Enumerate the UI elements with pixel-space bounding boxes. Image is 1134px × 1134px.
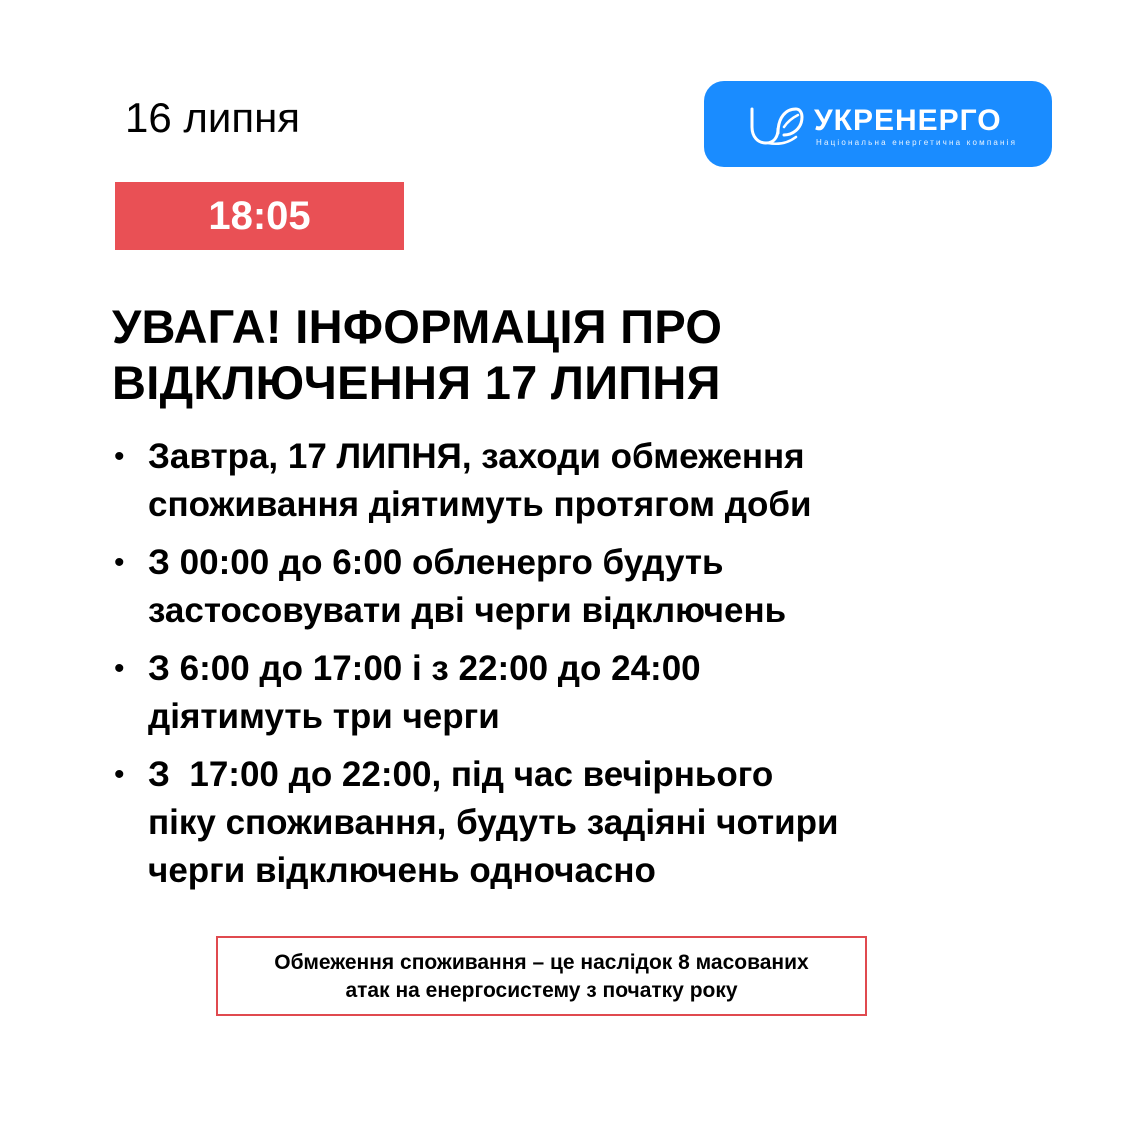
headline-line-2: ВІДКЛЮЧЕННЯ 17 ЛИПНЯ — [112, 356, 721, 409]
bullet-text-line: споживання діятимуть протягом доби — [148, 485, 812, 524]
bullet-text-line: З 00:00 до 6:00 обленерго будуть — [148, 543, 724, 582]
bullet-text-line: застосовувати дві черги відключень — [148, 591, 787, 630]
bullet-text-line: діятимуть три черги — [148, 697, 500, 736]
bullet-text-line: черги відключень одночасно — [148, 851, 656, 890]
footnote-line-2: атак на енергосистему з початку року — [345, 979, 738, 1002]
bullet-item — [112, 539, 1102, 635]
bullet-item — [112, 751, 1102, 895]
bullet-text-line: Завтра, 17 ЛИПНЯ, заходи обмеження — [148, 437, 805, 476]
bullet-dot-icon: • — [114, 440, 125, 473]
time-badge — [115, 182, 404, 250]
bullet-text-line: З 6:00 до 17:00 і з 22:00 до 24:00 — [148, 649, 701, 688]
bullet-dot-icon: • — [114, 652, 125, 685]
bullet-text-line: піку споживання, будуть задіяні чотири — [148, 803, 839, 842]
ukrenergo-emblem-icon — [748, 103, 806, 147]
bullet-dot-icon: • — [114, 758, 125, 791]
logo-subtitle: Національна енергетична компанія — [816, 138, 1018, 147]
bullet-item — [112, 433, 1102, 529]
ukrenergo-logo — [704, 81, 1052, 167]
time-label: 18:05 — [208, 194, 311, 238]
bullet-text-line: З 17:00 до 22:00, під час вечірнього — [148, 755, 774, 794]
headline — [112, 299, 1012, 411]
bullet-list — [112, 433, 1102, 905]
footnote-box — [216, 936, 867, 1016]
footnote-line-1: Обмеження споживання – це наслідок 8 масованих — [274, 951, 809, 974]
logo-name: УКРЕНЕРГО — [814, 104, 1002, 137]
date-label: 16 липня — [125, 94, 301, 141]
bullet-dot-icon: • — [114, 546, 125, 579]
headline-line-1: УВАГА! ІНФОРМАЦІЯ ПРО — [112, 300, 723, 353]
bullet-item — [112, 645, 1102, 741]
